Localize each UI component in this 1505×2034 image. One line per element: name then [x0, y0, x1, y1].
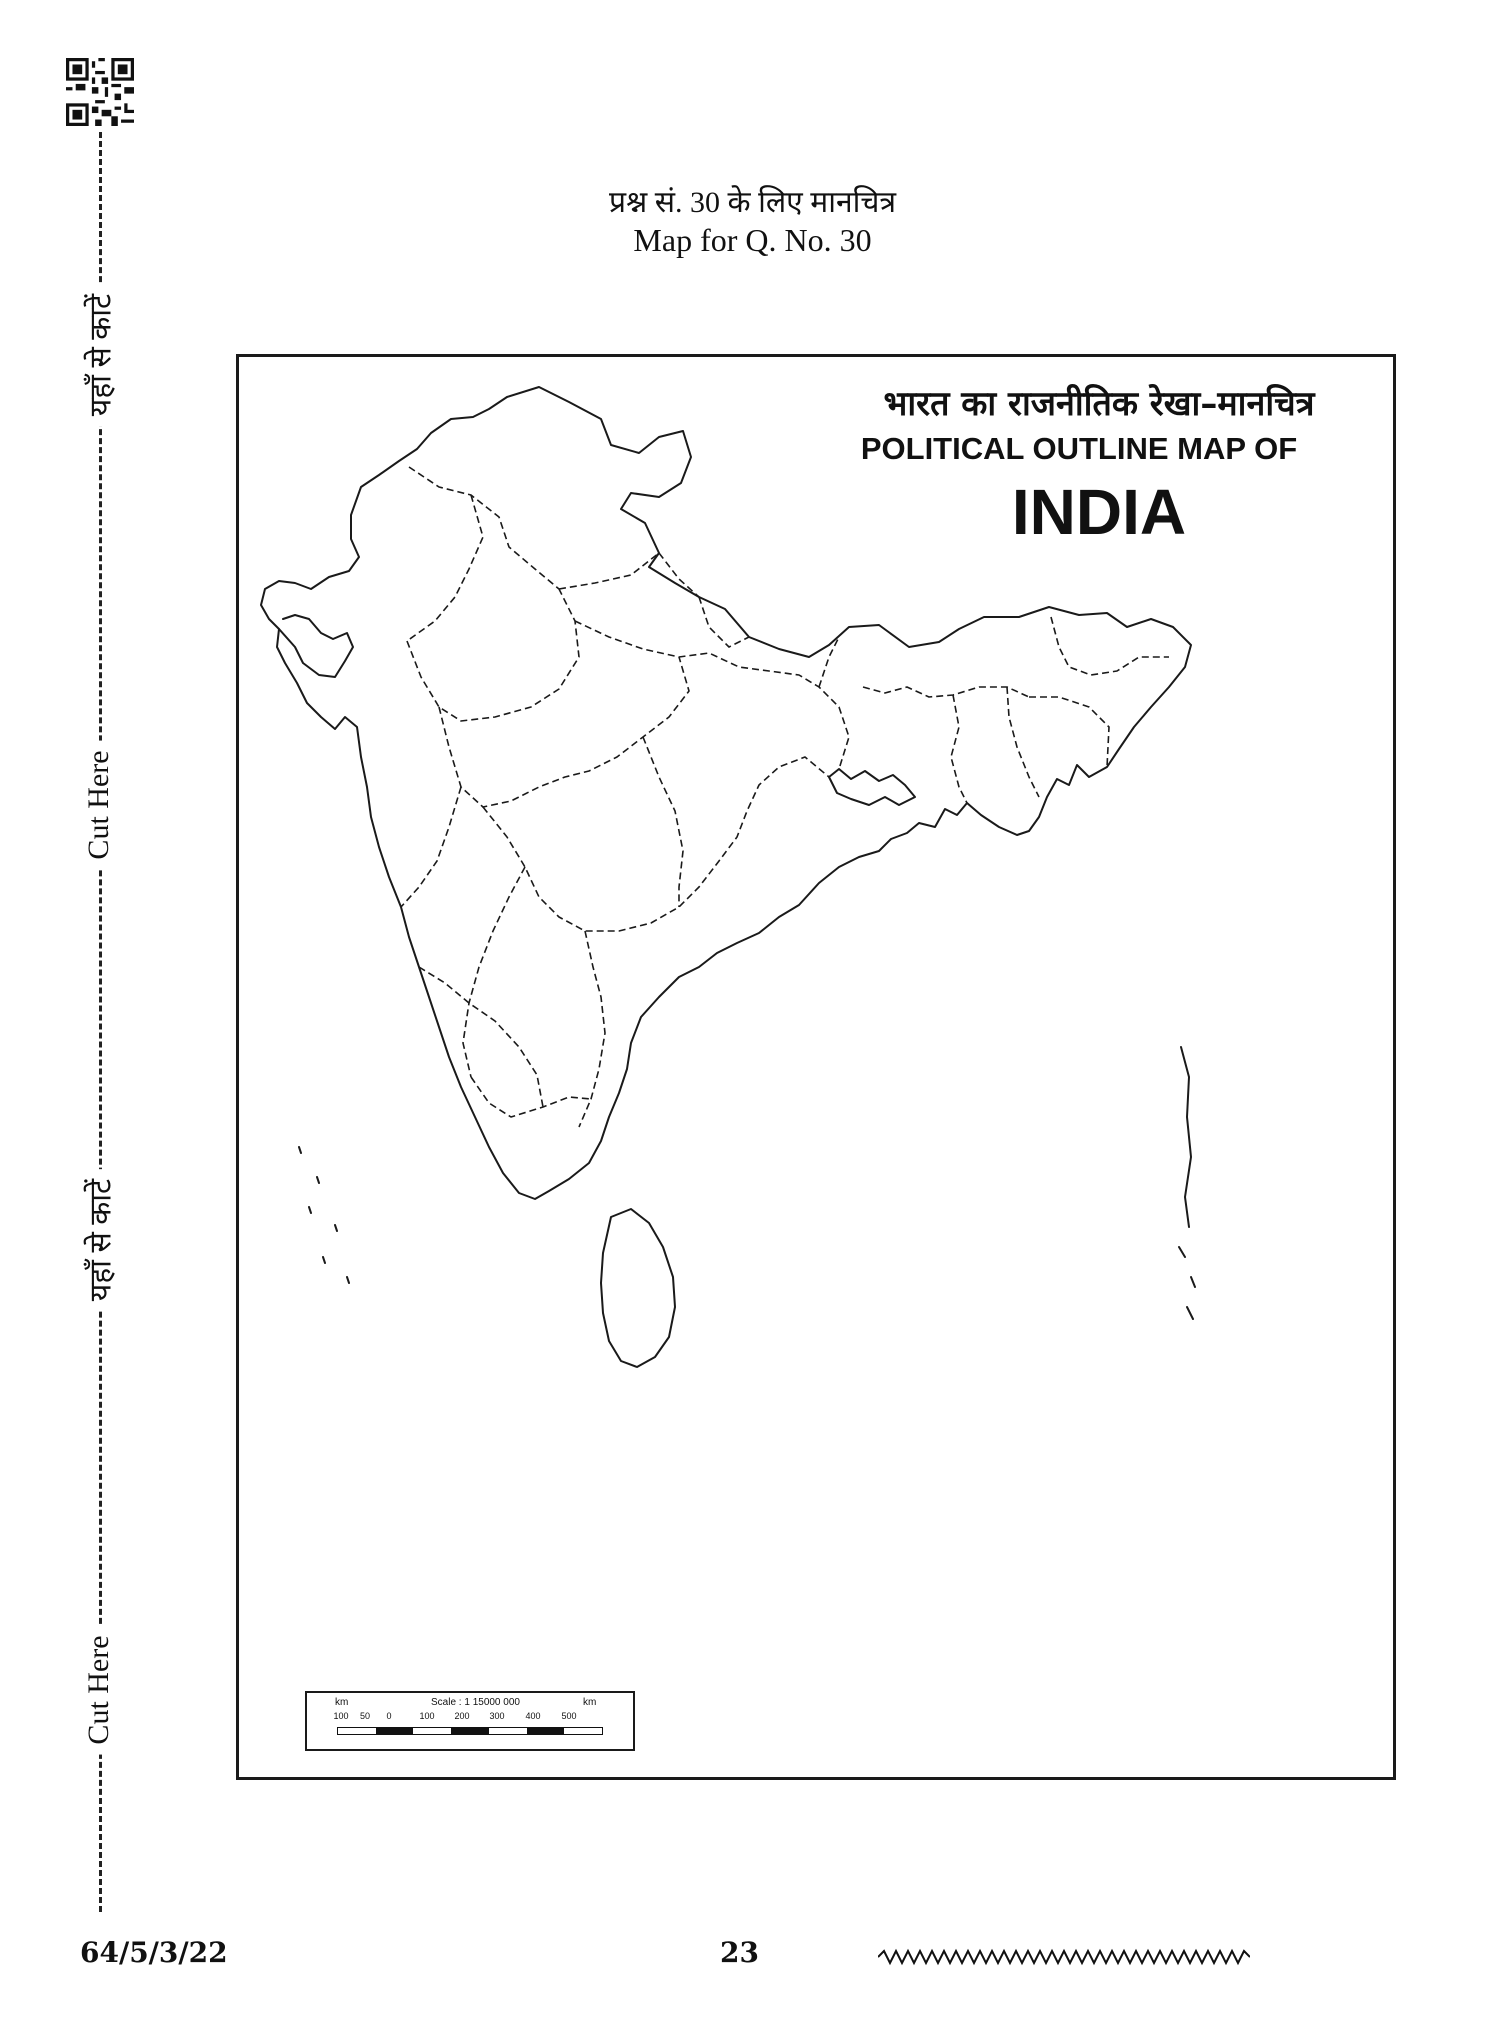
gujarat-coast: [279, 615, 353, 677]
state-border: [409, 467, 559, 589]
state-border: [1007, 687, 1039, 797]
scale-tick: 200: [454, 1711, 470, 1721]
page-number: 23: [720, 1936, 759, 1969]
scale-bar: [337, 1727, 603, 1735]
cut-label-english: Cut Here: [78, 1625, 120, 1754]
ganges-delta: [829, 769, 915, 805]
andaman-islands: [1179, 1047, 1195, 1319]
map-title-english: POLITICAL OUTLINE MAP OF: [860, 431, 1298, 466]
sri-lanka-outline: [601, 1209, 675, 1367]
map-title-country: INDIA: [1011, 476, 1187, 548]
cut-label-hindi: यहाँ से काटें: [75, 1169, 124, 1311]
qr-code: [64, 58, 136, 126]
state-border: [863, 687, 1029, 697]
state-border: [463, 867, 525, 1077]
map-title-hindi: भारत का राजनीतिक रेखा–मानचित्र: [883, 384, 1315, 424]
scale-segment: [413, 1728, 451, 1734]
map-frame: [236, 354, 1396, 1780]
question-title-hindi: प्रश्न सं. 30 के लिए मानचित्र: [608, 186, 897, 219]
state-border: [575, 621, 849, 769]
scale-segment: [338, 1728, 376, 1734]
state-border: [401, 787, 461, 907]
scale-tick: 400: [525, 1711, 541, 1721]
state-border: [643, 737, 683, 907]
state-border: [471, 1077, 591, 1117]
india-outline-map: [239, 357, 1396, 1780]
scale-unit-right: km: [583, 1697, 597, 1708]
state-border: [483, 757, 829, 931]
lakshadweep-islands: [299, 1147, 349, 1283]
question-title-english: Map for Q. No. 30: [633, 222, 872, 258]
scale-ratio: Scale : 1 15000 000: [431, 1697, 520, 1708]
scale-tick: 0: [386, 1711, 392, 1721]
scale-segment: [489, 1728, 527, 1734]
state-border: [1051, 617, 1169, 675]
state-border: [659, 553, 699, 597]
scale-ticks: [307, 1711, 637, 1725]
state-border: [407, 495, 483, 641]
state-border: [419, 967, 543, 1107]
wavy-line-decoration: [878, 1948, 1250, 1966]
state-border: [699, 597, 749, 647]
cut-label-english: Cut Here: [78, 740, 120, 869]
state-border: [1029, 697, 1109, 767]
scale-segment: [527, 1728, 565, 1734]
paper-code: 64/5/3/22: [80, 1936, 228, 1969]
scale-unit-left: km: [335, 1697, 349, 1708]
scale-segment: [564, 1728, 602, 1734]
state-border: [951, 695, 967, 803]
scale-tick: 100: [419, 1711, 435, 1721]
state-border: [407, 589, 579, 721]
scale-segment: [451, 1728, 489, 1734]
cut-label-hindi: यहाँ से काटें: [75, 284, 124, 426]
map-scale: [305, 1691, 635, 1751]
scale-tick: 300: [489, 1711, 505, 1721]
scale-tick: 100: [333, 1711, 349, 1721]
scale-tick: 50: [359, 1711, 371, 1721]
scale-tick: 500: [561, 1711, 577, 1721]
state-border: [559, 553, 659, 589]
scale-segment: [376, 1728, 414, 1734]
